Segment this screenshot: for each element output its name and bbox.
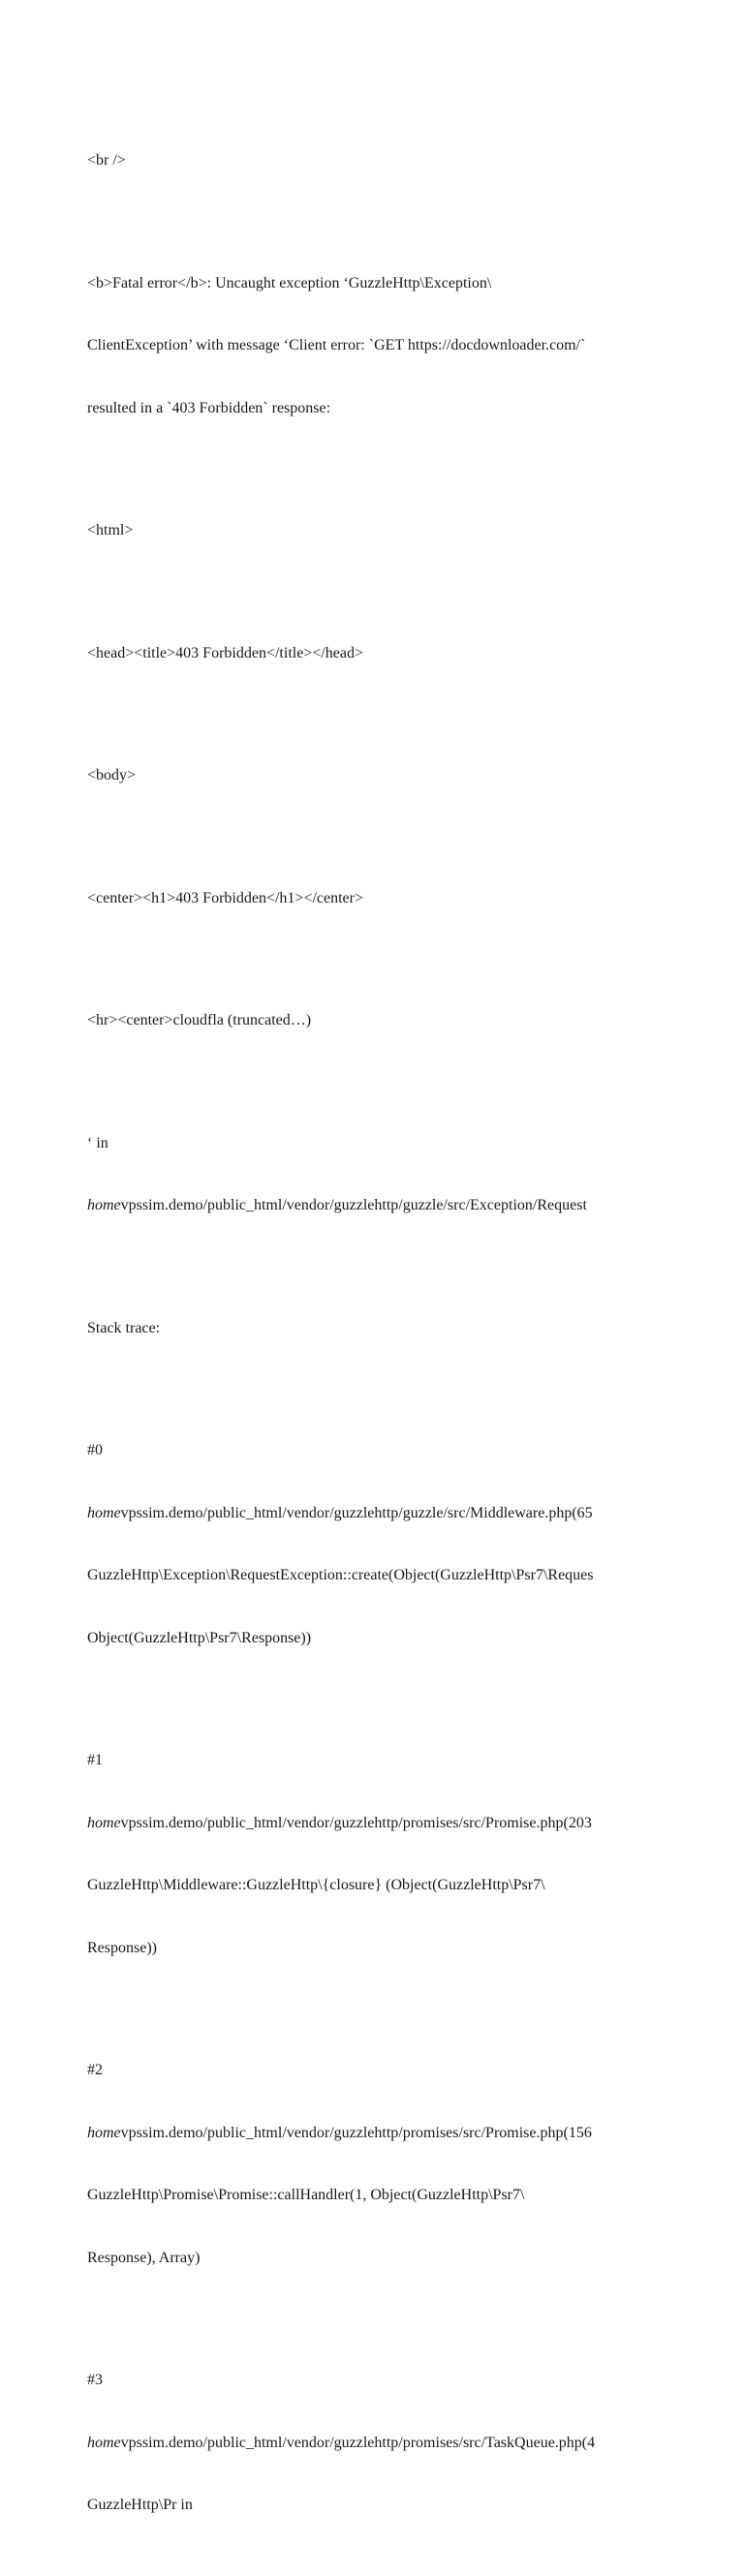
text-line: Object(GuzzleHttp\Psr7\Response)) xyxy=(87,1629,312,1646)
html-tag-line xyxy=(87,478,649,583)
body-tag-line xyxy=(87,723,649,828)
stack-trace-heading xyxy=(87,1276,649,1381)
head-tag-line xyxy=(87,601,649,706)
stack-frame-1 xyxy=(87,1708,649,2000)
text-line: Stack trace: xyxy=(87,1319,161,1336)
text-line: resulted in a `403 Forbidden` response: xyxy=(87,399,331,416)
frame-number: #0 xyxy=(87,1442,103,1458)
path-line xyxy=(87,2123,649,2144)
path-text: vpssim.demo/public_html/vendor/guzzlehttp/promises/src/Promise.php(156 xyxy=(120,2124,592,2141)
home-italic: home xyxy=(87,1197,121,1213)
hr-tag-line xyxy=(87,968,649,1073)
path-text: vpssim.demo/public_html/vendor/guzzlehttp/guzzle/src/Exception/Request xyxy=(120,1197,587,1213)
text-line: GuzzleHttp\Exception\RequestException::create(Object(GuzzleHttp\Psr7\Reques xyxy=(87,1567,594,1583)
text-line: GuzzleHttp\Pr in xyxy=(87,2497,193,2513)
text-line: Response), Array) xyxy=(87,2249,201,2266)
fatal-error-paragraph xyxy=(87,231,649,461)
text-line: <body> xyxy=(87,767,137,783)
text-line: <center><h1>403 Forbidden</h1></center> xyxy=(87,889,364,906)
text-line: Response)) xyxy=(87,1939,157,1956)
home-italic: home xyxy=(87,2124,121,2141)
text-line: <b>Fatal error</b>: Uncaught exception ‘GuzzleHttp\Exception\ xyxy=(87,274,492,291)
frame-number: #3 xyxy=(87,2372,103,2388)
br-tag-line xyxy=(87,108,649,213)
text-line: GuzzleHttp\Middleware::GuzzleHttp\{closure} (Object(GuzzleHttp\Psr7\ xyxy=(87,1877,545,1893)
path-line xyxy=(87,1195,649,1216)
frame-number: #2 xyxy=(87,2062,103,2078)
exception-location-paragraph xyxy=(87,1091,649,1258)
path-line xyxy=(87,1503,649,1524)
text-line: GuzzleHttp\Promise\Promise::callHandler(1, Object(GuzzleHttp\Psr7\ xyxy=(87,2187,525,2203)
home-italic: home xyxy=(87,1814,121,1831)
document-page xyxy=(87,108,649,2576)
path-line xyxy=(87,1813,649,1834)
text-line: ‘ in xyxy=(87,1134,108,1151)
frame-number: #1 xyxy=(87,1752,103,1768)
stack-frame-3 xyxy=(87,2328,649,2558)
text-line: ClientException’ with message ‘Client error: `GET https://docdownloader.com/` xyxy=(87,337,586,353)
path-line xyxy=(87,2433,649,2454)
stack-frame-2 xyxy=(87,2018,649,2310)
text-line: <br /> xyxy=(87,152,126,169)
center-tag-line xyxy=(87,846,649,951)
home-italic: home xyxy=(87,1504,121,1521)
text-line: <html> xyxy=(87,522,134,538)
text-line: <hr><center>cloudfla (truncated…) xyxy=(87,1012,312,1028)
path-text: vpssim.demo/public_html/vendor/guzzlehttp/guzzle/src/Middleware.php(65 xyxy=(120,1504,593,1521)
path-text: vpssim.demo/public_html/vendor/guzzlehttp/promises/src/TaskQueue.php(4 xyxy=(120,2434,596,2451)
home-italic: home xyxy=(87,2434,121,2451)
path-text: vpssim.demo/public_html/vendor/guzzlehttp/promises/src/Promise.php(203 xyxy=(120,1814,592,1831)
text-line: <head><title>403 Forbidden</title></head> xyxy=(87,644,364,661)
stack-frame-0 xyxy=(87,1398,649,1690)
